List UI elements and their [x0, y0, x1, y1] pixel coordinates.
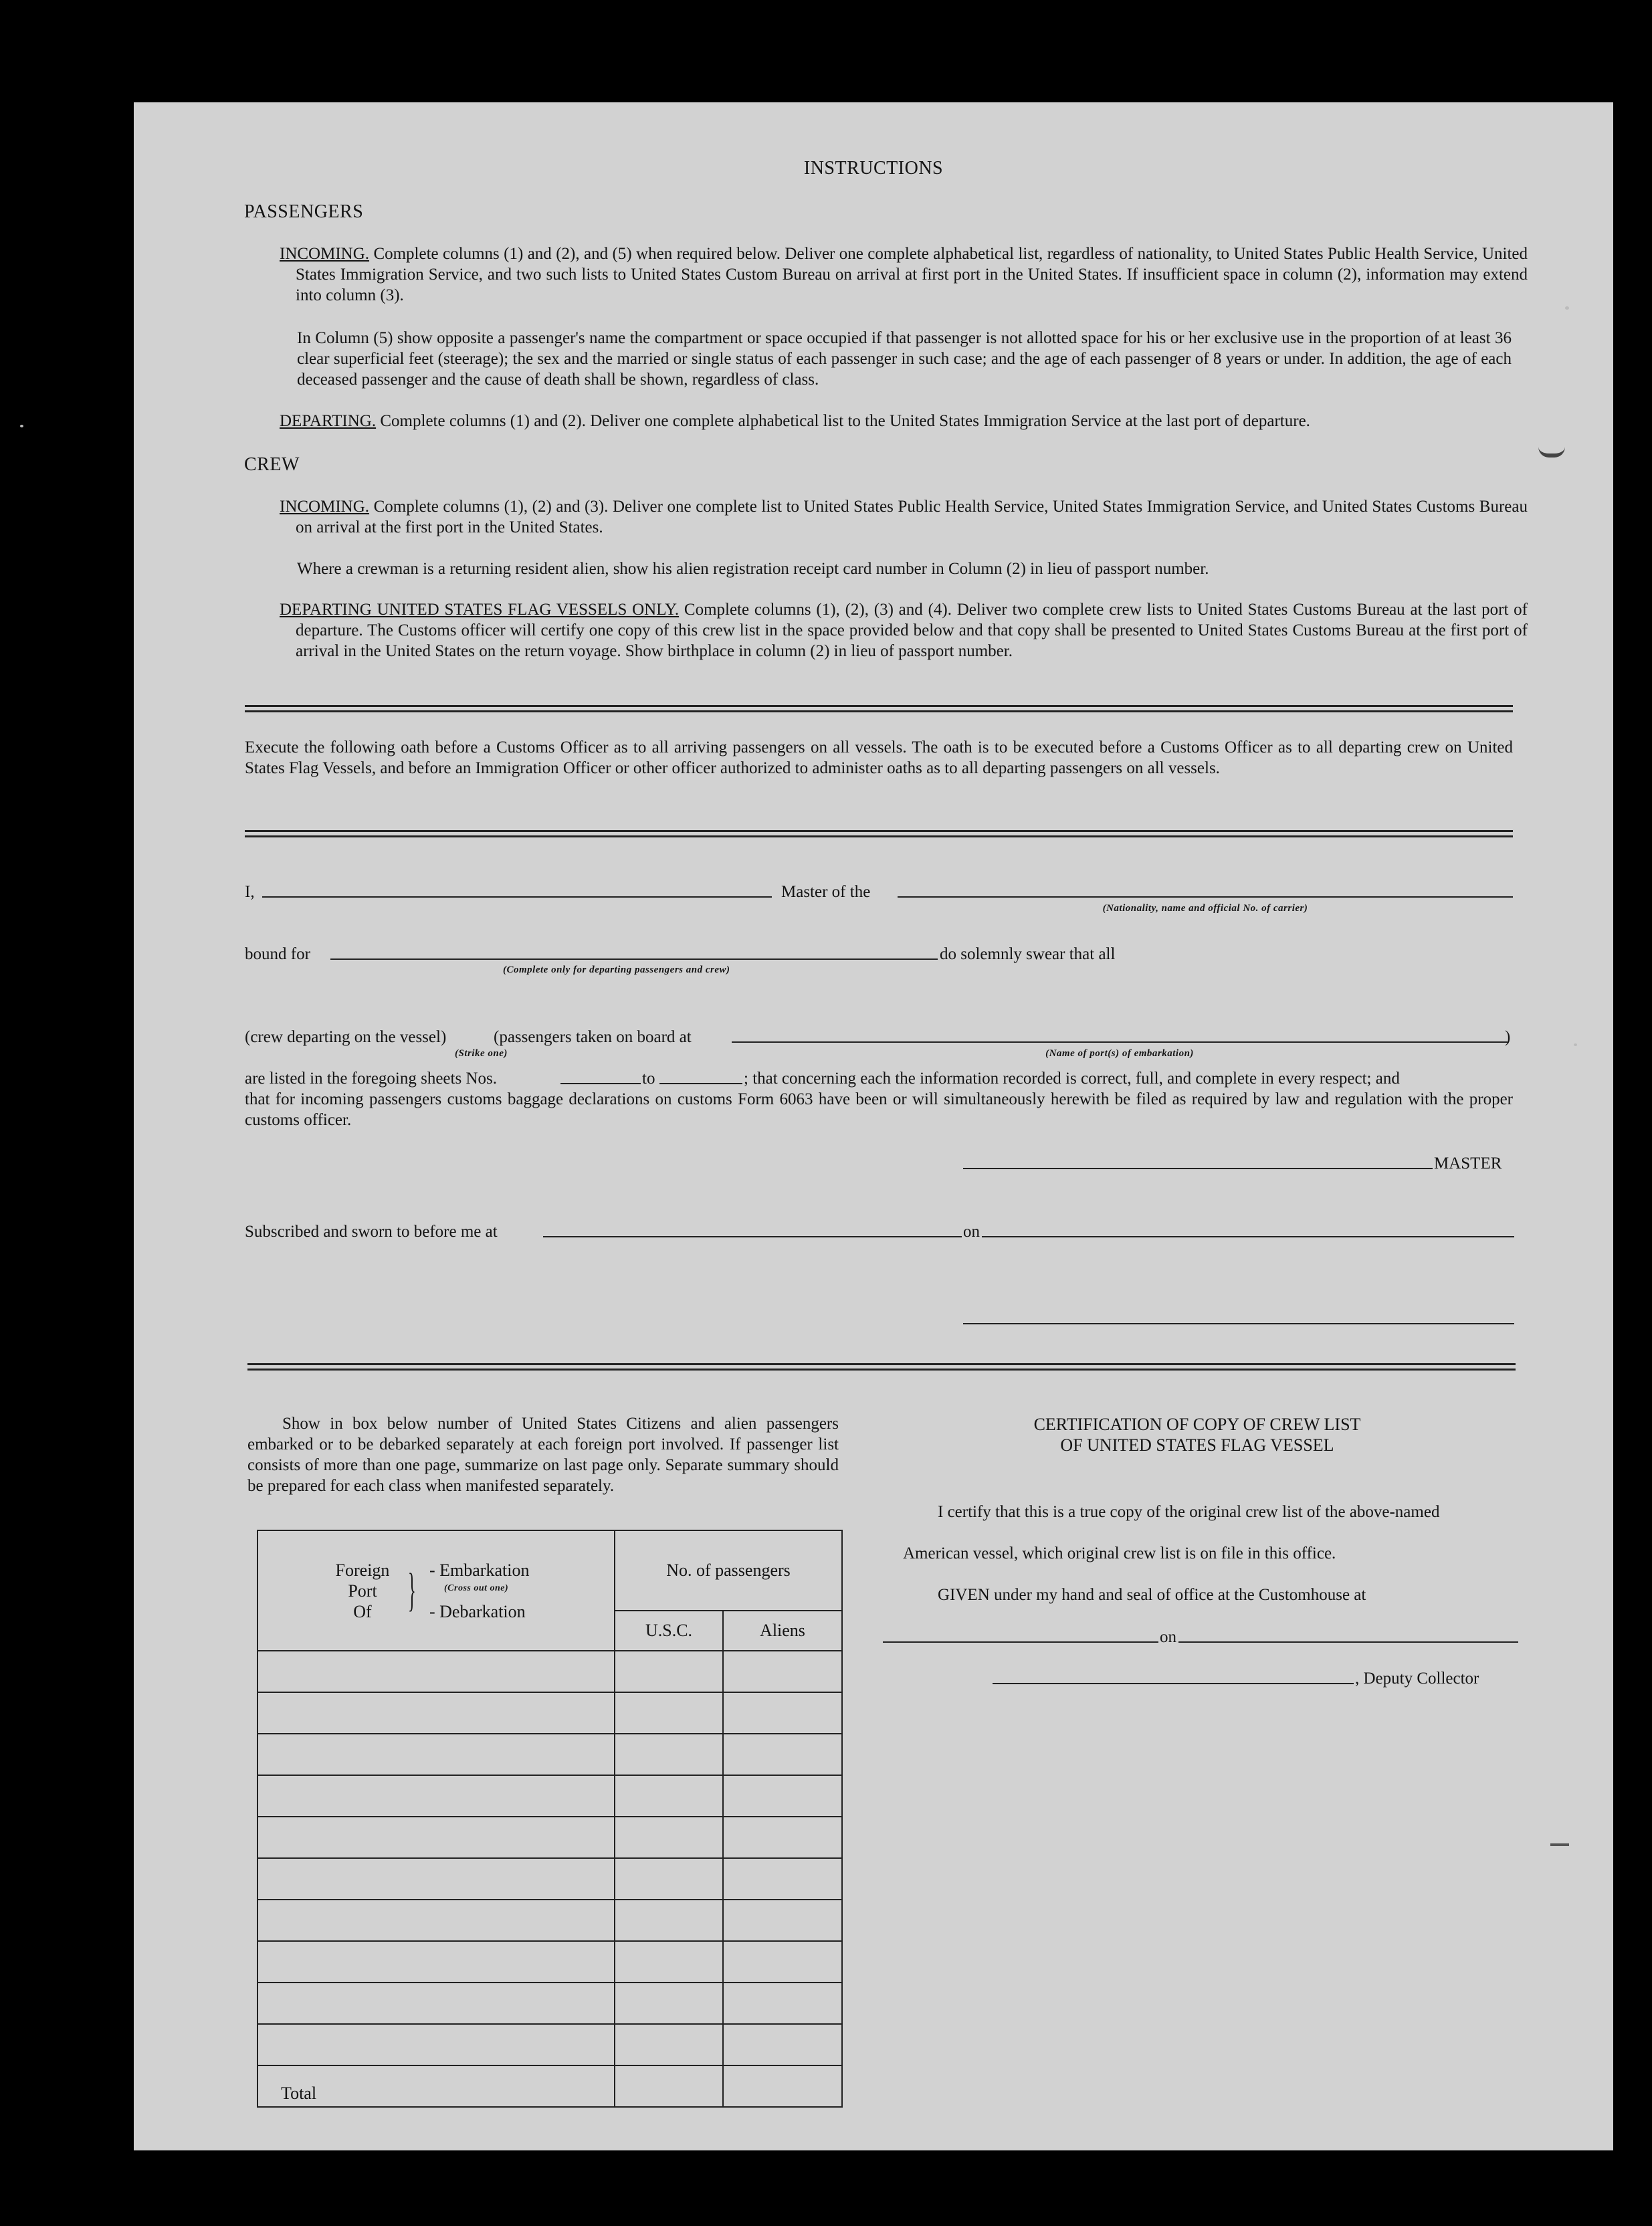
passengers-departing-label: DEPARTING. — [280, 412, 377, 430]
master-label: MASTER — [1434, 1154, 1502, 1173]
master-name-field[interactable] — [262, 896, 772, 898]
crew-departing-instructions — [280, 599, 1528, 662]
crew-incoming-text: Complete columns (1), (2) and (3). Deliver one complete list to United States Public Health Service, United States Immigration Service, and United States Customs Bureau on arrival at the first port in the United States. — [296, 498, 1528, 536]
usc-cell[interactable] — [615, 2024, 723, 2065]
table-row — [257, 1983, 842, 2024]
section-title-crew: CREW — [244, 454, 300, 475]
no-of-passengers-header: No. of passengers — [615, 1530, 842, 1611]
port-cell[interactable] — [257, 1775, 615, 1817]
embarkation-note: (Name of port(s) of embarkation) — [1045, 1048, 1194, 1059]
table-row — [257, 1900, 842, 1941]
port-cell[interactable] — [257, 1692, 615, 1734]
passengers-incoming-instructions — [280, 243, 1528, 306]
scan-speck — [1574, 1043, 1577, 1046]
bound-for-label: bound for — [245, 945, 310, 963]
deputy-signature-field[interactable] — [993, 1683, 1354, 1684]
section-divider — [245, 705, 1513, 712]
bound-for-note: (Complete only for departing passengers and crew) — [503, 965, 730, 975]
crew-incoming-label: INCOMING. — [280, 498, 370, 516]
passenger-summary-table — [257, 1530, 843, 2108]
total-row — [257, 2065, 842, 2107]
crew-departing-option[interactable]: (crew departing on the vessel) — [245, 1028, 447, 1046]
table-row — [257, 1734, 842, 1775]
listed-rest-text: that for incoming passengers customs baggage declarations on customs Form 6063 have been or will simultaneously herewith be filed as required by law and regulation with the proper customs officer. — [245, 1090, 1513, 1129]
certification-on-label: on — [1160, 1628, 1176, 1646]
listed-post-text: ; that concerning each the information recorded is correct, full, and complete in every respect; and — [744, 1070, 1400, 1088]
passengers-taken-option[interactable]: (passengers taken on board at — [494, 1028, 692, 1046]
aliens-cell[interactable] — [723, 1775, 842, 1817]
carrier-field[interactable] — [898, 896, 1513, 898]
scan-speck — [20, 425, 23, 427]
sworn-date-field[interactable] — [982, 1236, 1514, 1237]
certification-title-line2: OF UNITED STATES FLAG VESSEL — [1060, 1435, 1334, 1455]
deputy-collector-label: , Deputy Collector — [1355, 1670, 1479, 1688]
port-cell[interactable] — [257, 1941, 615, 1983]
listed-to-text: to — [642, 1070, 655, 1088]
table-row — [257, 1651, 842, 1692]
certification-date-field[interactable] — [1178, 1641, 1518, 1643]
aliens-cell[interactable] — [723, 1817, 842, 1858]
master-of-the-label: Master of the — [781, 883, 871, 901]
close-paren: ) — [1505, 1028, 1511, 1046]
customhouse-field[interactable] — [883, 1641, 1158, 1643]
aliens-cell[interactable] — [723, 1941, 842, 1983]
usc-cell[interactable] — [615, 1983, 723, 2024]
scan-speck — [1565, 306, 1569, 310]
embarkation-label: - Embarkation — [429, 1560, 530, 1580]
strike-one-note: (Strike one) — [455, 1048, 508, 1059]
section-title-passengers: PASSENGERS — [244, 201, 364, 222]
usc-cell[interactable] — [615, 1775, 723, 1817]
carrier-note: (Nationality, name and official No. of carrier) — [1102, 903, 1308, 914]
certification-line2: American vessel, which original crew list is on file in this office. — [903, 1544, 1336, 1562]
table-row — [257, 2024, 842, 2065]
foreign-port-header — [257, 1530, 615, 1651]
aliens-cell[interactable] — [723, 1983, 842, 2024]
port-cell[interactable] — [257, 1858, 615, 1900]
usc-cell[interactable] — [615, 1734, 723, 1775]
port-cell[interactable] — [257, 1900, 615, 1941]
port-cell[interactable] — [257, 1817, 615, 1858]
table-row — [257, 1941, 842, 1983]
port-cell[interactable] — [257, 2024, 615, 2065]
subscribed-label: Subscribed and sworn to before me at — [245, 1223, 498, 1241]
aliens-header: Aliens — [723, 1611, 842, 1651]
usc-cell[interactable] — [615, 1941, 723, 1983]
crew-resident-instructions: Where a crewman is a returning resident alien, show his alien registration receipt card number in Column (2) in lieu of passport number. — [297, 560, 1209, 578]
crew-departing-label: DEPARTING UNITED STATES FLAG VESSELS ONLY. — [280, 601, 680, 619]
officer-signature-field[interactable] — [963, 1323, 1514, 1324]
embarkation-port-field[interactable] — [732, 1041, 1508, 1043]
solemnly-swear-text: do solemnly swear that all — [940, 945, 1116, 963]
total-label: Total — [257, 2065, 615, 2107]
foreign-port-label — [322, 1560, 403, 1622]
table-row — [257, 1692, 842, 1734]
scan-mark — [1550, 1838, 1569, 1846]
summary-instructions: Show in box below number of United States Citizens and alien passengers embarked or to be debarked separately at each foreign port involved. If passenger list consists of more than one page, summarize on last page only. Separate summary should be prepared for each class when manifested separately. — [247, 1415, 839, 1495]
usc-total-cell[interactable] — [615, 2065, 723, 2107]
aliens-cell[interactable] — [723, 1692, 842, 1734]
oath-instructions: Execute the following oath before a Customs Officer as to all arriving passengers on all vessels. The oath is to be executed before a Customs Officer as to all departing crew on United States Flag Vessels, and before an Immigration Officer or other officer authorized to administer oaths as to all departing passengers on all vessels. — [245, 738, 1513, 777]
listed-sheets-text — [245, 1068, 497, 1089]
usc-cell[interactable] — [615, 1858, 723, 1900]
usc-cell[interactable] — [615, 1817, 723, 1858]
foreign-label: Foreign — [335, 1560, 390, 1580]
listed-pre-text: are listed in the foregoing sheets Nos. — [245, 1070, 497, 1088]
debarkation-label: - Debarkation — [429, 1602, 526, 1621]
table-row — [257, 1775, 842, 1817]
oath-i-label: I, — [245, 883, 255, 901]
aliens-cell[interactable] — [723, 1858, 842, 1900]
usc-cell[interactable] — [615, 1651, 723, 1692]
aliens-cell[interactable] — [723, 1651, 842, 1692]
certification-title-line1: CERTIFICATION OF COPY OF CREW LIST — [1033, 1415, 1361, 1434]
passengers-incoming-text: Complete columns (1) and (2), and (5) when required below. Deliver one complete alphabetical list, regardless of nationality, to United States Public Health Service, United States Immigration Service, and two such lists to United States Custom Bureau on arrival at first port in the United States. If insufficient space in column (2), information may extend into column (3). — [296, 245, 1528, 304]
crew-incoming-instructions — [280, 496, 1528, 538]
master-signature-field[interactable] — [963, 1168, 1433, 1169]
passengers-departing-instructions — [280, 411, 1512, 431]
certification-line3: GIVEN under my hand and seal of office at the Customhouse at — [938, 1586, 1366, 1604]
passengers-column5-instructions: In Column (5) show opposite a passenger's name the compartment or space occupied if that passenger is not allotted space for his or her exclusive use in the proportion of at least 36 clear superficial feet (steerage); the sex and the married or single status of each passenger in such case; and the age of each passenger of 8 years or under. In addition, the age of each deceased passenger and the cause of death shall be shown, regardless of class. — [297, 329, 1512, 389]
certification-line1: I certify that this is a true copy of the original crew list of the above-named — [938, 1503, 1440, 1521]
sworn-place-field[interactable] — [543, 1236, 962, 1237]
of-label: Of — [353, 1602, 372, 1621]
aliens-total-cell[interactable] — [723, 2065, 842, 2107]
port-cell[interactable] — [257, 1734, 615, 1775]
port-label: Port — [348, 1581, 377, 1601]
crew-departing-text: Complete columns (1), (2), (3) and (4). Deliver two complete crew lists to United States Customs Bureau at the last port of departure. The Customs officer will certify one copy of this crew list in the space provided below and that copy shall be presented to United States Customs Bureau at the first port of arrival in the United States on the return voyage. Show birthplace in column (2) in lieu of passport number. — [296, 601, 1528, 660]
table-row — [257, 1817, 842, 1858]
sworn-on-label: on — [963, 1223, 980, 1241]
brace: } — [408, 1564, 416, 1616]
page-title: INSTRUCTIONS — [803, 158, 944, 179]
table-row — [257, 1858, 842, 1900]
aliens-cell[interactable] — [723, 1900, 842, 1941]
passengers-incoming-label: INCOMING. — [280, 245, 370, 263]
certification-title — [883, 1414, 1512, 1455]
port-cell[interactable] — [257, 1651, 615, 1692]
aliens-cell[interactable] — [723, 1734, 842, 1775]
section-divider — [247, 1363, 1516, 1371]
usc-cell[interactable] — [615, 1692, 723, 1734]
usc-header: U.S.C. — [615, 1611, 723, 1651]
bound-for-field[interactable] — [330, 958, 938, 960]
usc-cell[interactable] — [615, 1900, 723, 1941]
aliens-cell[interactable] — [723, 2024, 842, 2065]
port-cell[interactable] — [257, 1983, 615, 2024]
sheet-from-field[interactable] — [560, 1083, 641, 1084]
cross-out-note: (Cross out one) — [444, 1583, 509, 1593]
section-divider — [245, 830, 1513, 837]
sheet-to-field[interactable] — [659, 1083, 742, 1084]
passengers-departing-text: Complete columns (1) and (2). Deliver one complete alphabetical list to the United States Immigration Service at the last port of departure. — [380, 412, 1310, 430]
